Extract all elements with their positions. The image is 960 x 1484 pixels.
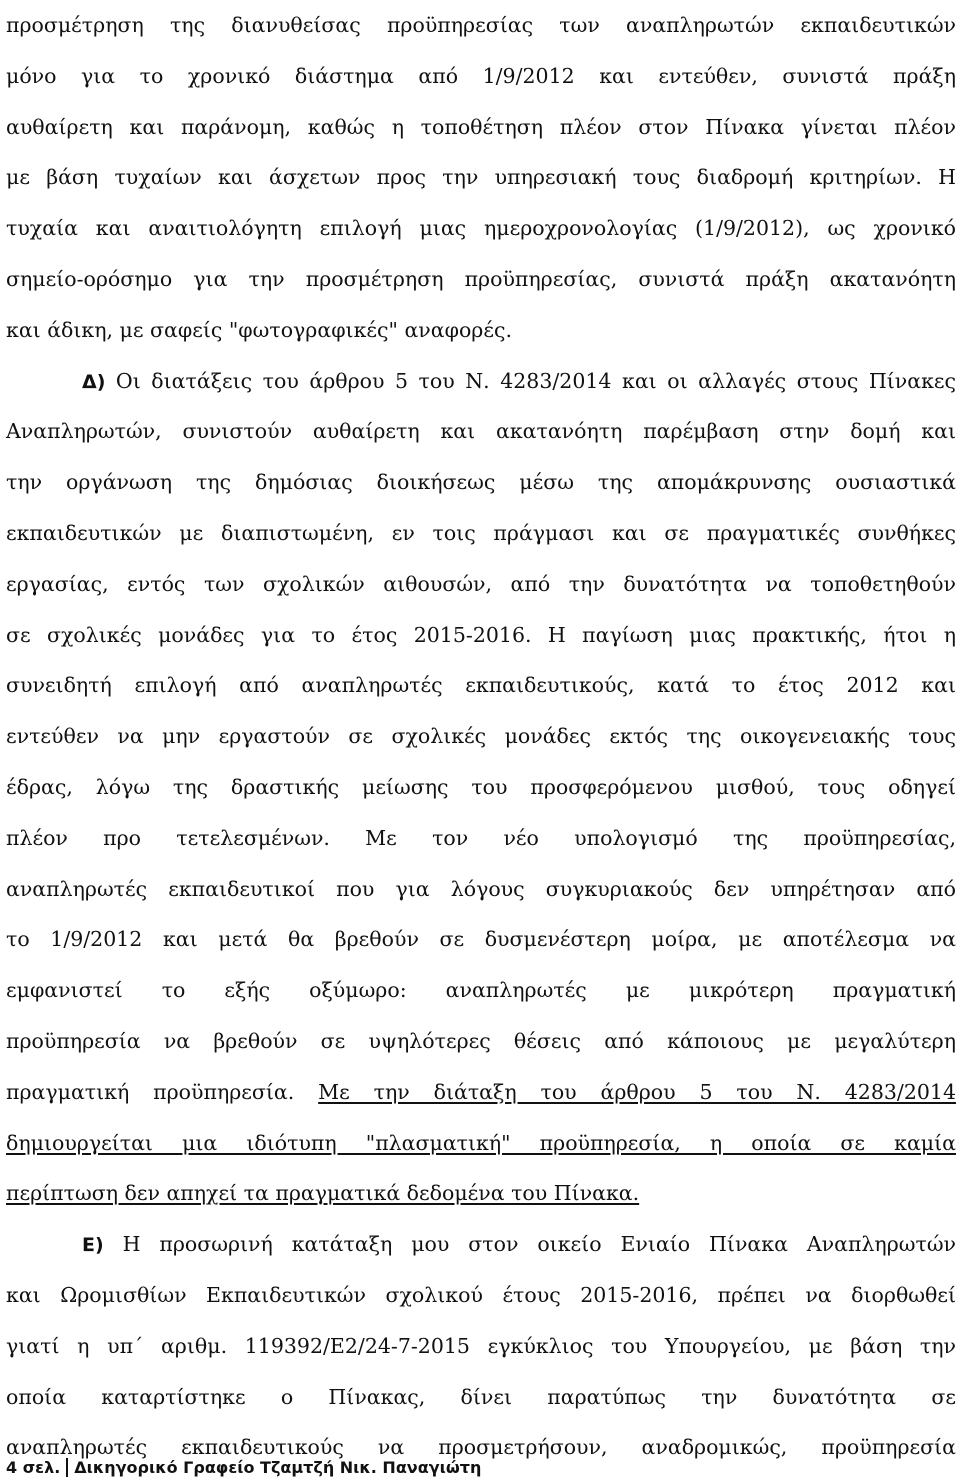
underlined-text-run: δημιουργείται μια ιδιότυπη "πλασματική" προϋπηρεσία, η οποία σε καμία (6, 1130, 956, 1155)
section-e-label: Ε) (82, 1234, 104, 1257)
section-d-heading-line (6, 356, 956, 407)
section-e-heading-line (6, 1219, 956, 1270)
text-line: αυθαίρετη και παράνομη, καθώς η τοποθέτηση πλέον στον Πίνακα γίνεται πλέον (6, 114, 956, 139)
text-line: έδρας, λόγω της δραστικής μείωσης του προσφερόμενου μισθού, τους οδηγεί (6, 774, 956, 799)
text-line: προϋπηρεσία να βρεθούν σε υψηλότερες θέσεις από κάποιους με μεγαλύτερη (6, 1028, 956, 1053)
page-footer (6, 1456, 481, 1480)
underlined-text-run: περίπτωση δεν απηχεί τα πραγματικά δεδομένα του Πίνακα. (6, 1181, 640, 1206)
underlined-text-line (6, 1118, 956, 1169)
text-line: αναπληρωτές εκπαιδευτικοί που για λόγους συγκυριακούς δεν υπηρέτησαν από (6, 876, 956, 901)
text-line: με βάση τυχαίων και άσχετων προς την υπηρεσιακή τους διαδρομή κριτηρίων. Η (6, 165, 956, 190)
text-line: γιατί η υπ΄ αριθμ. 119392/Ε2/24-7-2015 εγκύκλιος του Υπουργείου, με βάση την (6, 1333, 956, 1358)
text-line: μόνο για το χρονικό διάστημα από 1/9/2012 και εντεύθεν, συνιστά πράξη (6, 63, 956, 88)
underlined-text-run: Με την διάταξη του άρθρου 5 του Ν. 4283/2014 (318, 1079, 956, 1104)
text-line: και Ωρομισθίων Εκπαιδευτικών σχολικού έτους 2015-2016, πρέπει να διορθωθεί (6, 1282, 956, 1307)
text-line: εκπαιδευτικών με διαπιστωμένη, εν τοις πράγμασι και σε πραγματικές συνθήκες (6, 520, 956, 545)
text-run: πραγματική προϋπηρεσία. (6, 1079, 319, 1104)
text-line: Αναπληρωτών, συνιστούν αυθαίρετη και ακατανόητη παρέμβαση στην δομή και (6, 419, 956, 444)
page-number: 4 σελ. (6, 1458, 68, 1477)
text-run: Οι διατάξεις του άρθρου 5 του Ν. 4283/2014 και οι αλλαγές στους Πίνακες (105, 368, 956, 393)
text-line: το 1/9/2012 και μετά θα βρεθούν σε δυσμενέστερη μοίρα, με αποτέλεσμα να (6, 927, 956, 952)
text-line: αναπληρωτές εκπαιδευτικούς να προσμετρήσουν, αναδρομικώς, προϋπηρεσία (6, 1435, 956, 1460)
text-line: εμφανιστεί το εξής οξύμωρο: αναπληρωτές με μικρότερη πραγματική (6, 978, 956, 1003)
text-run: Η προσωρινή κατάταξη μου στον οικείο Ενιαίο Πίνακα Αναπληρωτών (103, 1232, 956, 1257)
section-d-label: Δ) (82, 370, 106, 393)
text-line: και άδικη, με σαφείς "φωτογραφικές" αναφορές. (6, 317, 512, 342)
text-line: σε σχολικές μονάδες για το έτος 2015-2016. Η παγίωση μιας πρακτικής, ήτοι η (6, 622, 956, 647)
underlined-text-line (6, 1168, 956, 1219)
text-line: σημείο-ορόσημο για την προσμέτρηση προϋπηρεσίας, συνιστά πράξη ακατανόητη (6, 266, 956, 291)
text-line: εργασίας, εντός των σχολικών αιθουσών, από την δυνατότητα να τοποθετηθούν (6, 571, 956, 596)
text-line: εντεύθεν να μην εργαστούν σε σχολικές μονάδες εκτός της οικογενειακής τους (6, 724, 956, 749)
document-body (6, 0, 956, 1473)
text-line: την οργάνωση της δημόσιας διοικήσεως μέσω της απομάκρυνσης ουσιαστικά (6, 470, 956, 495)
text-line: πλέον προ τετελεσμένων. Με τον νέο υπολογισμό της προϋπηρεσίας, (6, 825, 956, 850)
text-line: προσμέτρηση της διανυθείσας προϋπηρεσίας των αναπληρωτών εκπαιδευτικών (6, 13, 956, 37)
text-line-mixed (6, 1067, 956, 1118)
text-line: τυχαία και αναιτιολόγητη επιλογή μιας ημεροχρονολογίας (1/9/2012), ως χρονικό (6, 216, 956, 241)
footer-office-name: Δικηγορικό Γραφείο Τζαμτζή Νικ. Παναγιώτη (74, 1458, 482, 1477)
text-line: συνειδητή επιλογή από αναπληρωτές εκπαιδευτικούς, κατά το έτος 2012 και (6, 673, 956, 698)
text-line: οποία καταρτίστηκε ο Πίνακας, δίνει παρατύπως την δυνατότητα σε (6, 1384, 956, 1409)
